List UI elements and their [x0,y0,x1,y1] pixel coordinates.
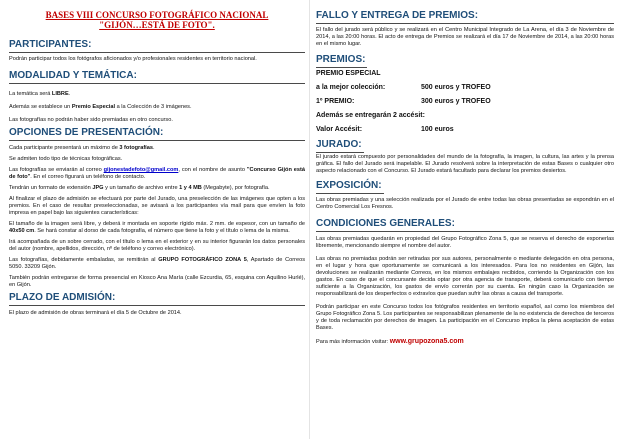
opciones-tamano: El tamaño de la imagen será libre, y deberá ir montada en soporte rígido máx. 2 mm. de espesor, con un tamaño de 40x50 cm. Se hará constar al dorso de cada fotografía, el número que tiene la foto y el título o lema de la misma. [9,221,305,234]
title-line-2: "GIJÓN…ESTÁ DE FOTO". [99,20,215,30]
jurado-heading: JURADO: [316,139,364,153]
opciones-remision: Las fotografías, debidamente embaladas, se remitirán al GRUPO FOTOGRÁFICO ZONA 5, Apartado de Correos 5050. 33209 Gijón. [9,257,306,270]
right-column [316,0,614,346]
premios-heading: PREMIOS: [316,54,367,68]
fallo-heading: FALLO Y ENTREGA DE PREMIOS: [316,10,614,24]
contest-email-link[interactable]: gijonestadefoto@gmail.com [103,167,179,173]
opciones-formato: Tendrán un formato de extensión JPG y un tamaño de archivo entre 1 y 4 MB (Megabyte), por fotografía. [9,185,270,191]
condiciones-devolucion: Las obras no premiadas podrán ser retiradas por sus autores, personalmente o mediante delegación en otra persona, en el lugar y hora que oportunamente se comunicará a los interesados. Para los no residentes en Gijón, las devoluciones se realizarán mediante Correos, en los mismos embalajes recibidos, corriendo la Organización con los gastos. En caso de que el concursante decida optar por otra agencia de transporte, deberá comunicarlo con tiempo suficiente a la Organización, los gastos de envío correrán por su cuenta. En ningún caso la Organización se responsabilizará de los desperfectos o extravíos que puedan sufrir las obras a causa del transporte. [316,256,614,297]
modalidad-restriccion: Las fotografías no podrán haber sido premiadas en otro concurso. [9,117,173,123]
modalidad-premio-especial: Además se establece un Premio Especial a la Colección de 3 imágenes. [9,104,192,110]
participantes-heading: PARTICIPANTES: [9,39,305,53]
condiciones-participacion: Podrán participar en este Concurso todos los fotógrafos residentes en territorio español, así como los miembros del Grupo Fotográfico Zona 5. Los participantes se responsabilizan plenamente de la no existencia de derechos de terceros y de toda reclamación por derechos de imagen. La participación en el Concurso implica la plena aceptación de estas Bases. [316,304,614,331]
premio-amount: 300 euros y TROFEO [421,98,491,105]
participantes-text: Podrán participar todos los fotógrafos aficionados y/o profesionales residentes en territorio nacional. [9,56,257,62]
website-link[interactable]: www.grupozona5.com [389,338,464,345]
condiciones-info: Para más información visitar: www.grupozona5.com [316,338,464,345]
premio-amount: 500 euros y TROFEO [421,84,491,91]
column-divider [309,0,310,439]
premio-label: 1º PREMIO: [316,98,355,105]
modalidad-heading: MODALIDAD Y TEMÁTICA: [9,70,305,84]
document-title [9,10,305,30]
opciones-maximo: Cada participante presentará un máximo de 3 fotografías. [9,145,155,151]
opciones-tecnicas: Se admiten todo tipo de técnicas fotográficas. [9,156,123,162]
opciones-heading: OPCIONES DE PRESENTACIÓN: [9,127,305,141]
exposicion-text: Las obras premiadas y una selección realizada por el Jurado de entre todas las obras presentadas se expondrán en el Centro Comercial Los Fresnos. [316,197,614,210]
accesit-label: Valor Accésit: [316,126,363,133]
premio-row-coleccion [316,83,614,92]
plazo-heading: PLAZO DE ADMISIÓN: [9,292,305,306]
opciones-envio: Las fotografías se enviarán al correo gijonestadefoto@gmail.com, con el nombre de asunto "Concurso Gijón está de foto". En el correo figurará un teléfono de contacto. [9,167,305,180]
condiciones-propiedad: Las obras premiadas quedarán en propiedad del Grupo Fotográfico Zona 5, que se reserva el derecho de exponerlas libremente, mencionando siempre el nombre del autor. [316,236,614,249]
accesit-note: Además se entregarán 2 accésit: [316,112,425,119]
premio-label: a la mejor colección: [316,84,386,91]
modalidad-tematica: La temática será LIBRE. [9,91,71,97]
opciones-entrega-presencial: También podrán entregarse de forma presencial en Kiosco Ana María (calle Ezcurdia, 65, esquina con Aquilino Hurlé), en Gijón. [9,275,305,288]
jurado-text: El jurado estará compuesto por personalidades del mundo de la fotografía, la imagen, la cultura, las artes y la prensa gráfica. El fallo del Jurado será inapelable. El Jurado resolverá sobre la interpretación de estas Bases o cualquier otro aspecto relacionado con el Concurso. El Jurado estará facultado para declarar los premios desiertos. [316,154,614,174]
opciones-sobre: Irá acompañada de un sobre cerrado, con el título o lema en el exterior y en su interior figurarán los datos personales del autor (nombre, apellidos, dirección, nº de teléfono y correo electrónico). [9,239,305,252]
title-line-1: BASES VIII CONCURSO FOTOGRÁFICO NACIONAL [45,10,269,20]
opciones-preseleccion: Al finalizar el plazo de admisión se efectuará por parte del Jurado, una preselección de las imágenes que opten a los premios. En el caso de resultar preseleccionadas, se avisará a los participantes vía mail para que envíen la foto impresa en papel bajo las siguientes características: [9,196,305,216]
exposicion-heading: EXPOSICIÓN: [316,180,384,194]
premio-row-accesit [316,125,614,134]
fallo-text: El fallo del jurado será público y se realizará en el Centro Municipal Integrado de La Arena, el día 3 de Noviembre de 2014, a las 20:00 horas. El acto de entrega de Premios se realizará el día 17 de Noviembre de 2014, a las 20:00 horas en el mismo lugar. [316,27,614,47]
condiciones-heading: CONDICIONES GENERALES: [316,218,614,232]
premio-row-primero [316,97,614,106]
left-column [9,0,305,317]
premio-especial-title: PREMIO ESPECIAL [316,70,381,77]
plazo-text: El plazo de admisión de obras terminará el día 5 de Octubre de 2014. [9,310,182,316]
accesit-amount: 100 euros [421,126,454,133]
